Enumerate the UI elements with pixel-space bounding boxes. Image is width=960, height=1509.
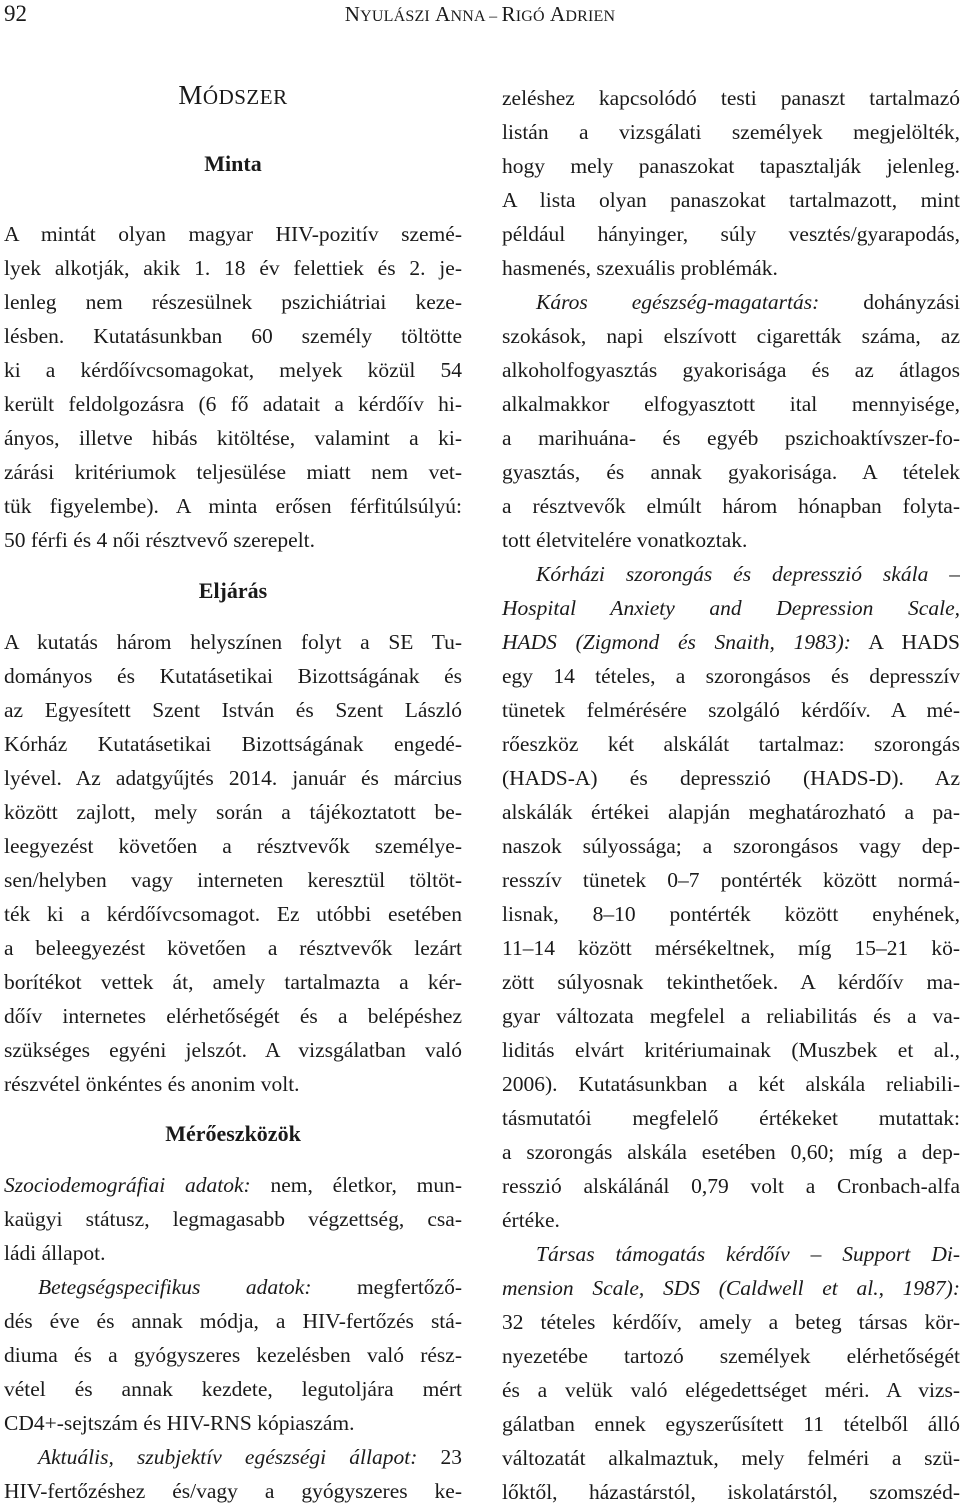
text-line	[4, 387, 462, 421]
line-text: A kutatás három helyszínen folyt a SE Tu-	[4, 630, 462, 654]
text-line	[502, 1203, 960, 1237]
line-text: 23	[417, 1445, 463, 1469]
line-text: zeléshez kapcsolódó testi panaszt tartalmazó	[502, 86, 960, 110]
text-line	[502, 829, 960, 863]
text-line	[502, 761, 960, 795]
line-text: részvétel önkéntes és anonim volt.	[4, 1072, 300, 1096]
line-text: lisnak, 8–10 pontérték között enyhének,	[502, 902, 960, 926]
text-line	[4, 251, 462, 285]
line-text: a beleegyezést követően a résztvevők lezárt	[4, 936, 462, 960]
text-line	[4, 659, 462, 693]
line-text: megfertőző-	[311, 1275, 462, 1299]
text-line	[502, 251, 960, 285]
text-line	[4, 1406, 462, 1440]
line-text: a résztvevők elmúlt három hónapban folyta-	[502, 494, 960, 518]
text-line	[4, 1440, 462, 1474]
line-text: zött súlyosnak tekinthetőek. A kérdőív ma-	[502, 970, 960, 994]
text-line	[502, 625, 960, 659]
text-line	[4, 285, 462, 319]
italic-term: HADS (Zigmond és Snaith, 1983):	[502, 630, 851, 654]
line-text: borítékot vettek át, amely tartalmazta a kér-	[4, 970, 462, 994]
text-line	[4, 455, 462, 489]
line-text: gyasztás, és annak gyakorisága. A tételek	[502, 460, 960, 484]
text-line	[502, 489, 960, 523]
line-text: tásmutatói megfelelő értékeket mutattak:	[502, 1106, 960, 1130]
line-text: lenleg nem részesülnek pszichiátriai keze-	[4, 290, 462, 314]
text-line	[4, 353, 462, 387]
line-text: (HADS-A) és depresszió (HADS-D). Az	[502, 766, 960, 790]
text-line	[4, 795, 462, 829]
line-text: ték ki a kérdőívcsomagot. Ez utóbbi esetében	[4, 902, 462, 926]
line-text: értéke.	[502, 1208, 560, 1232]
line-text: A HADS	[850, 630, 960, 654]
text-line	[502, 1067, 960, 1101]
line-text: került feldolgozásra (6 fő adatait a kérdőív hi-	[4, 392, 462, 416]
line-text: között zajlott, mely során a tájékoztatott be-	[4, 800, 462, 824]
line-text: változatát alkalmaztuk, mely felméri a szü-	[502, 1446, 960, 1470]
line-text: diuma és a gyógyszeres kezelésben való rész-	[4, 1343, 462, 1367]
line-text: HIV-fertőzéshez és/vagy a gyógyszeres ke-	[4, 1479, 462, 1503]
text-line	[4, 727, 462, 761]
italic-term: Betegségspecifikus adatok:	[38, 1275, 312, 1299]
text-line	[4, 1168, 462, 1202]
text-line	[4, 761, 462, 795]
line-text: szokások, napi elszívott cigaretták száma, az	[502, 324, 960, 348]
line-text: szükséges egyéni jelszót. A vizsgálatban való	[4, 1038, 462, 1062]
text-line	[502, 999, 960, 1033]
section-heading: MÓDSZER	[178, 80, 288, 110]
text-line	[502, 557, 960, 591]
italic-term: mension Scale, SDS (Caldwell et al., 1987):	[502, 1276, 960, 1300]
text-line	[4, 217, 462, 251]
text-line	[4, 863, 462, 897]
text-line	[4, 1236, 462, 1270]
line-text: ládi állapot.	[4, 1241, 106, 1265]
line-text: kaügyi státusz, legmagasabb végzettség, csa-	[4, 1207, 462, 1231]
text-line	[502, 319, 960, 353]
text-line	[502, 1475, 960, 1509]
text-line	[502, 115, 960, 149]
line-text: A mintát olyan magyar HIV-pozitív szemé-	[4, 222, 462, 246]
text-line	[502, 1169, 960, 1203]
italic-term: Társas támogatás kérdőív – Support Di-	[536, 1242, 960, 1266]
text-line	[502, 1033, 960, 1067]
line-text: leegyezést követően a résztvevők személye-	[4, 834, 462, 858]
text-line	[502, 1101, 960, 1135]
text-line	[4, 1067, 462, 1101]
running-head-authors: NYULÁSZI ANNA – RIGÓ ADRIEN	[344, 2, 616, 26]
text-line	[4, 999, 462, 1033]
text-line	[502, 931, 960, 965]
line-text: gyar változata megfelel a reliabilitás és a va-	[502, 1004, 960, 1028]
text-line	[502, 1271, 960, 1305]
line-text: hogy mely panaszokat tapasztalják jelenleg.	[502, 154, 960, 178]
line-text: ányos, illetve hibás kitöltése, valamint a ki-	[4, 426, 462, 450]
line-text: lésben. Kutatásunkban 60 személy töltötte	[4, 324, 462, 348]
text-line	[502, 149, 960, 183]
line-text: nem, életkor, mun-	[250, 1173, 463, 1197]
text-line	[4, 931, 462, 965]
line-text: ki a kérdőívcsomagokat, melyek közül 54	[4, 358, 462, 382]
text-line	[4, 625, 462, 659]
text-line	[502, 285, 960, 319]
line-text: liditás elvárt kritériumainak (Muszbek et al.,	[502, 1038, 960, 1062]
text-line	[502, 81, 960, 115]
line-text: 50 férfi és 4 női résztvevő szerepelt.	[4, 528, 316, 552]
text-line	[502, 523, 960, 557]
line-text: vétel és annak kezdete, legutoljára mért	[4, 1377, 462, 1401]
line-text: lőktől, házastárstól, iskolatárstól, szomszéd-	[502, 1480, 960, 1504]
text-line	[4, 421, 462, 455]
text-line	[502, 1305, 960, 1339]
line-text: zárási kritériumok teljesülése miatt nem vet-	[4, 460, 462, 484]
line-text: A lista olyan panaszokat tartalmazott, mint	[502, 188, 960, 212]
text-line	[502, 183, 960, 217]
italic-term: Kórházi szorongás és depresszió skála –	[536, 562, 960, 586]
italic-term: Káros egészség-magatartás:	[536, 290, 820, 314]
text-line	[4, 1033, 462, 1067]
text-line	[4, 1270, 462, 1304]
text-line	[502, 795, 960, 829]
text-line	[4, 1474, 462, 1508]
text-line	[4, 523, 462, 557]
text-line	[502, 421, 960, 455]
line-text: dőív internetes elérhetőségét és a belépéshez	[4, 1004, 462, 1028]
text-line	[502, 727, 960, 761]
italic-term: Aktuális, szubjektív egészségi állapot:	[38, 1445, 418, 1469]
text-line	[502, 1373, 960, 1407]
line-text: egy 14 tételes, a szorongásos és depresszív	[502, 664, 960, 688]
text-line	[4, 1202, 462, 1236]
italic-term: Hospital Anxiety and Depression Scale,	[502, 596, 960, 620]
line-text: a marihuána- és egyéb pszichoaktívszer-fo-	[502, 426, 960, 450]
line-text: tott életvitelére vonatkoztak.	[502, 528, 748, 552]
text-line	[4, 1304, 462, 1338]
text-line	[4, 319, 462, 353]
text-line	[502, 965, 960, 999]
line-text: rőeszköz két alskálát tartalmaz: szorongás	[502, 732, 960, 756]
line-text: lyével. Az adatgyűjtés 2014. január és március	[4, 766, 462, 790]
line-text: 11–14 között mérsékeltnek, míg 15–21 kö-	[502, 936, 960, 960]
line-text: dés éve és annak módja, a HIV-fertőzés stá-	[4, 1309, 462, 1333]
line-text: resszió alskálánál 0,79 volt a Cronbach-alfa	[502, 1174, 960, 1198]
line-text: a szorongás alskála esetében 0,60; míg a dep-	[502, 1140, 960, 1164]
text-line	[502, 693, 960, 727]
line-text: gálatban ennek egyszerűsített 11 tételből álló	[502, 1412, 960, 1436]
text-line	[4, 1372, 462, 1406]
text-line	[4, 829, 462, 863]
subsection-heading: Eljárás	[198, 578, 268, 603]
italic-term: Szociodemográfiai adatok:	[4, 1173, 251, 1197]
line-text: alkoholfogyasztás gyakorisága és az átlagos	[502, 358, 960, 382]
text-line	[502, 353, 960, 387]
text-line	[4, 897, 462, 931]
text-line	[502, 863, 960, 897]
text-line	[502, 897, 960, 931]
text-line	[502, 1407, 960, 1441]
line-text: dományos és Kutatásetikai Bizottságának és	[4, 664, 462, 688]
page-number: 92	[4, 1, 27, 26]
text-line	[502, 1441, 960, 1475]
text-line	[502, 387, 960, 421]
line-text: tük figyelembe). A minta erősen férfitúlsúlyú:	[4, 494, 462, 518]
line-text: az Egyesített Szent István és Szent László	[4, 698, 462, 722]
line-text: sen/helyben vagy interneten keresztül töltöt-	[4, 868, 462, 892]
line-text: CD4+-sejtszám és HIV-RNS kópiaszám.	[4, 1411, 355, 1435]
text-line	[4, 1338, 462, 1372]
line-text: naszok súlyossága; a szorongásos vagy dep-	[502, 834, 960, 858]
line-text: és a velük való elégedettséget méri. A vizs-	[502, 1378, 960, 1402]
text-line	[502, 217, 960, 251]
subsection-heading: Minta	[204, 151, 262, 176]
line-text: listán a vizsgálati személyek megjelölték,	[502, 120, 960, 144]
line-text: nyezetébe tartozó személyek elérhetőségét	[502, 1344, 960, 1368]
line-text: 32 tételes kérdőív, amely a beteg társas kör-	[502, 1310, 960, 1334]
line-text: dohányzási	[819, 290, 960, 314]
text-line	[502, 1135, 960, 1169]
text-line	[502, 455, 960, 489]
line-text: lyek alkotják, akik 1. 18 év felettiek és 2. je-	[4, 256, 462, 280]
running-header	[0, 0, 960, 34]
text-line	[502, 1237, 960, 1271]
text-line	[502, 659, 960, 693]
text-line	[502, 1339, 960, 1373]
text-line	[4, 693, 462, 727]
line-text: resszív tünetek 0–7 pontérték között normá-	[502, 868, 960, 892]
text-line	[502, 591, 960, 625]
text-line	[4, 965, 462, 999]
subsection-heading: Mérőeszközök	[165, 1121, 301, 1146]
text-line	[4, 489, 462, 523]
line-text: tünetek felmérésére szolgáló kérdőív. A mé-	[502, 698, 960, 722]
line-text: alkalmakkor elfogyasztott ital mennyisége,	[502, 392, 960, 416]
line-text: például hányinger, súly vesztés/gyarapodás,	[502, 222, 960, 246]
line-text: 2006). Kutatásunkban a két alskála reliabili-	[502, 1072, 960, 1096]
line-text: hasmenés, szexuális problémák.	[502, 256, 778, 280]
line-text: alskálák értékei alapján meghatározható a pa-	[502, 800, 960, 824]
line-text: Kórház Kutatásetikai Bizottságának engedé-	[4, 732, 462, 756]
